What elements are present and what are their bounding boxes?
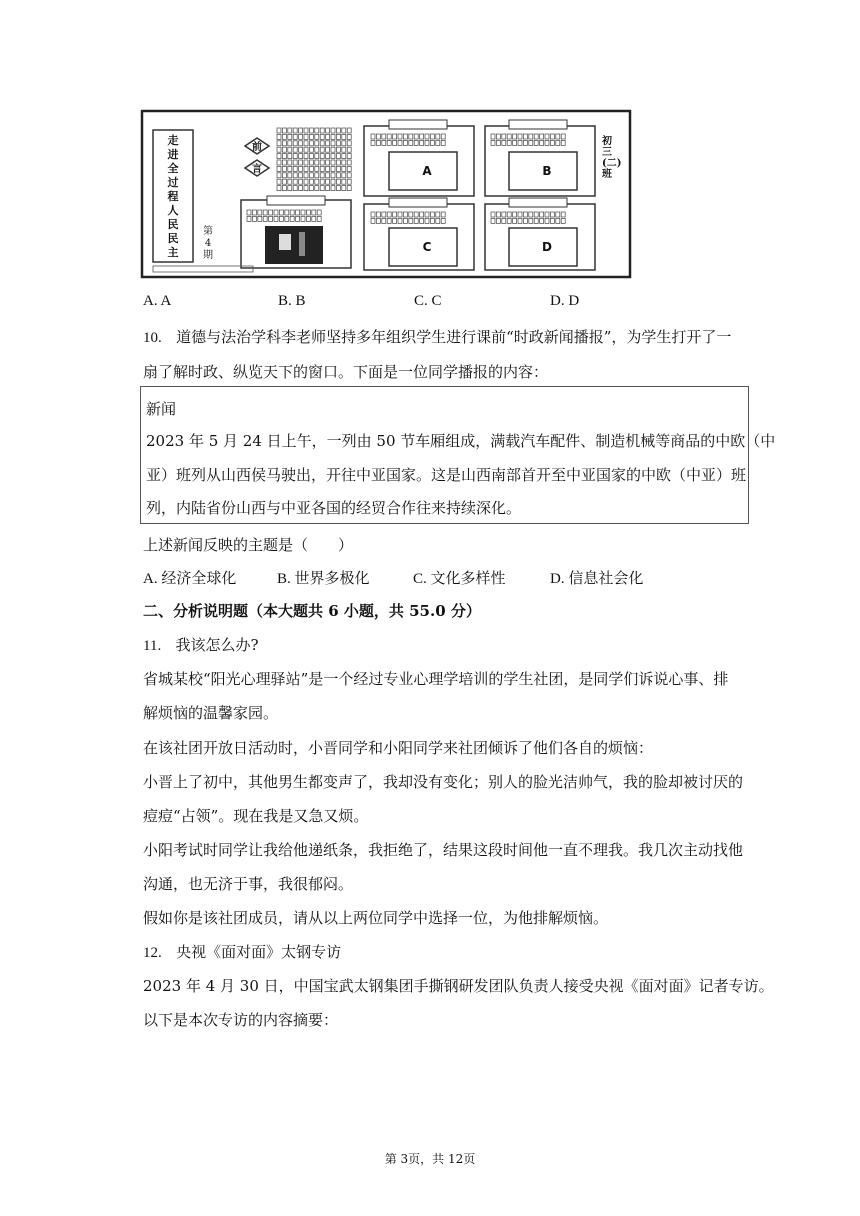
q11-number: 11. xyxy=(143,638,162,654)
q10-question: 上述新闻反映的主题是（ ） xyxy=(143,536,354,554)
q11-line-1: 省城某校“阳光心理驿站”是一个经过专业心理学培训的学生社团，是同学们诉说心事、排 xyxy=(143,670,729,688)
q12-number: 12. xyxy=(143,945,162,961)
q11-title: 我该怎么办? xyxy=(175,636,259,654)
q10-choice-c[interactable]: C. 文化多样性 xyxy=(413,571,506,587)
box-b-label: B xyxy=(542,164,552,178)
figure-issue-label: 第4期 xyxy=(203,226,213,261)
q11-line-7: 沟通，也无济于事，我很郁闷。 xyxy=(143,875,354,893)
news-line-2: 亚）班列从山西侯马驶出，开往中亚国家。这是山西南部首开至中亚国家的中欧（中亚）班 xyxy=(146,466,747,484)
figure-title-char: 全 xyxy=(167,162,179,175)
figure-left-title xyxy=(155,134,191,260)
figure-title-char: 进 xyxy=(167,148,179,161)
news-title: 新闻 xyxy=(146,400,177,418)
q11-line-5: 痘痘“占领”。现在我是又急又烦。 xyxy=(143,807,369,825)
q12-line-2: 以下是本次专访的内容摘要： xyxy=(143,1011,339,1029)
figure-title-char: 过 xyxy=(167,176,179,189)
q10-number: 10. xyxy=(143,330,162,346)
q11-line-6: 小阳考试时同学让我给他递纸条，我拒绝了，结果这段时间他一直不理我。我几次主动找他 xyxy=(143,841,744,859)
q10-choice-a[interactable]: A. 经济全球化 xyxy=(143,571,237,587)
q10-choice-d[interactable]: D. 信息社会化 xyxy=(550,571,644,587)
figure-title-char: 人 xyxy=(167,204,179,217)
question-9-figure xyxy=(139,108,639,280)
section-2-title: 二、分析说明题（本大题共 6 小题，共 55.0 分） xyxy=(143,602,481,620)
q10-choice-b[interactable]: B. 世界多极化 xyxy=(277,571,370,587)
q11-line-2: 解烦恼的温馨家园。 xyxy=(143,704,279,722)
q12-header xyxy=(143,941,341,962)
box-d-label: D xyxy=(542,240,552,254)
figure-title-char: 民 xyxy=(167,218,179,231)
figure-title-char: 程 xyxy=(167,190,179,203)
q9-choice-a[interactable]: A. A xyxy=(143,293,172,309)
pill-bottom-label: 言 xyxy=(252,164,262,175)
figure-title-char: 主 xyxy=(167,246,179,259)
news-line-1: 2023 年 5 月 24 日上午，一列由 50 节车厢组成，满载汽车配件、制造机械等商品的中欧（中 xyxy=(146,432,776,450)
q10-stem-text-1: 道德与法治学科李老师坚持多年组织学生进行课前“时政新闻播报”，为学生打开了一 xyxy=(176,328,732,346)
q11-line-8: 假如你是该社团成员，请从以上两位同学中选择一位，为他排解烦恼。 xyxy=(143,909,609,927)
page-footer: 第 3页，共 12页 xyxy=(384,1152,476,1166)
figure-title-char: 走 xyxy=(167,134,179,147)
pill-top-label: 前 xyxy=(252,142,262,153)
q10-stem-line2: 扇了解时政、纵览天下的窗口。下面是一位同学播报的内容： xyxy=(143,363,549,381)
q11-line-3: 在该社团开放日活动时，小晋同学和小阳同学来社团倾诉了他们各自的烦恼： xyxy=(143,739,654,757)
q12-title: 央视《面对面》太钢专访 xyxy=(176,943,342,961)
figure-class-label: 初三(二)班 xyxy=(602,136,622,180)
box-c-label: C xyxy=(422,240,432,254)
box-a-label: A xyxy=(422,164,432,178)
q10-stem-line1 xyxy=(143,326,731,347)
q12-line-1: 2023 年 4 月 30 日，中国宝武太钢集团手撕钢研发团队负责人接受央视《面对面》记者专访。 xyxy=(143,977,774,995)
figure-title-char: 民 xyxy=(167,232,179,245)
q9-choice-b[interactable]: B. B xyxy=(278,293,306,309)
q9-choice-c[interactable]: C. C xyxy=(414,293,442,309)
news-line-3: 列，内陆省份山西与中亚各国的经贸合作往来持续深化。 xyxy=(146,499,522,517)
q11-line-4: 小晋上了初中，其他男生都变声了，我却没有变化；别人的脸光洁帅气，我的脸却被讨厌的 xyxy=(143,773,744,791)
q9-choice-d[interactable]: D. D xyxy=(550,293,580,309)
q11-header xyxy=(143,634,259,655)
